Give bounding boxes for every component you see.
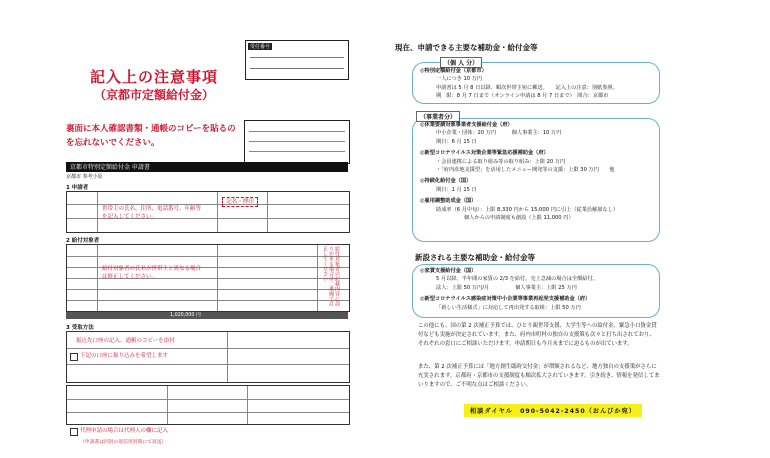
business-item4-line2: 個人からの申請制度も創設（上限 11,000 円） <box>464 215 574 222</box>
section1-instruction: 世帯主の氏名、住所、電話番号、年齢等を記入してください。 <box>102 206 202 220</box>
personal-item1-line3: 期 限：8 月 7 日まで（オンライン申請は 8 月 7 日まで） 問合：京都市 <box>436 93 609 100</box>
business-item2-line1: ・会員連携による取り組み等の取り組み：上限 20 万円 <box>436 158 566 165</box>
business-item4-line1: 助成率（6 月中旬）：上限 8,330 円から 15,000 円に引上（従業員解雇なし） <box>436 206 619 213</box>
section4-instruction: 下記の口座に振り込みを希望します <box>80 353 169 359</box>
stamp-note: 記名・押印 <box>222 197 258 207</box>
personal-item1 <box>420 67 618 101</box>
new-items <box>420 267 598 312</box>
reception-stamp-box <box>245 40 349 80</box>
new-item2-line1: 「新しい生活様式」に対応して再出発する取組：上限 50 万円 <box>436 304 581 311</box>
business-item2-line2: ・「府内産地支援型」を活用したメニュー開発等の支援：上限 30 万円 他 <box>436 167 615 174</box>
application-form-scan <box>60 40 360 450</box>
new-subsidies-heading: 新設される主要な補助金・給付金等 <box>415 253 535 262</box>
form-header-bar <box>66 162 348 172</box>
form-header-row: 京都市 参考小原 <box>66 174 103 180</box>
consultation-phone: 相談ダイヤル 090-5042-2450（おんびか宛） <box>464 404 642 417</box>
new-item2-title: ◎新型コロナウイルス感染症対策中小企業等事業再起発支援補助金（府） <box>420 296 591 303</box>
paragraph-2: また、第 2 次補正予算には「地方創生臨時交付金」が増額されるなど、地方独自の支援策がさらに充実されます。京都府・京都市の支援制度も順次拡大されていきます。引き続き、情報を発信してまいりますので、ご不明な点はご相談ください。 <box>418 364 660 389</box>
form-subtitle: （京都市定額給付金） <box>94 88 215 102</box>
business-item2-title: ◎新型コロナウイルス対策企業等緊急応援補助金（府） <box>420 150 549 157</box>
personal-item1-line1: 一人につき 10 万円 <box>436 76 483 83</box>
business-item1-title: ◎休業要請対象事業者支援給付金（府） <box>420 122 513 128</box>
new-item1-title: ◎家賃支援給付金（国） <box>420 268 477 274</box>
business-item3-title: ◎持続化給付金（国） <box>420 178 472 185</box>
current-subsidies-heading: 現在、申請できる主要な補助金・給付金等 <box>395 43 538 52</box>
business-item3-line1: 期日：1 月 15 日 <box>436 186 477 193</box>
side-correction-note: 給付対象者の記載内容に誤りがある場合は二重線で訂正してください <box>322 246 340 306</box>
business-tag: （事業者分） <box>416 111 460 122</box>
business-item1-line1: 中小企業・団体：20 万円 個人事業主：10 万円 <box>436 130 562 137</box>
proxy-checkbox[interactable] <box>70 428 78 436</box>
section3-title: 3 受取方法 <box>66 325 94 331</box>
total-amount: 1,020,000 円 <box>170 313 201 318</box>
paragraph-1: この他にも、国の第 2 次補正予算では、ひとり親世帯支援、大学生等への給付金、緊急小口資金貸付なども実施が決定されています。また、府内市町村の独自の支援策も次々と打ち出されており、それぞれの窓口にご相談いただけます。申請期日も今月末までに迫るものが出ています。 <box>418 323 657 348</box>
business-item1-line2: 期日：6 月 15 日 <box>436 138 477 145</box>
form-footer-note: （申請書は同封の返信用封筒にて返送） <box>80 440 167 445</box>
section2-instruction: 給付対象者の氏名が世帯主と異なる場合は修正してください。 <box>102 266 202 280</box>
section1-title: 1 申請者 <box>66 185 89 191</box>
account-grid <box>66 385 350 425</box>
section3-instruction: 振込先口座の記入、通帳のコピーを添付 <box>76 338 175 344</box>
personal-item1-line2: 申請書は 5 月 8 日以降、順次世帯主宛に郵送。 記入上の注意：別紙参照。 <box>436 84 618 91</box>
section2-title: 2 給付対象者 <box>66 238 100 244</box>
personal-item1-title: ◎特別定額給付金（京都市） <box>420 68 487 74</box>
business-item4-title: ◎雇用調整助成金（国） <box>420 198 477 205</box>
new-item1-line1: 5 月以降、半年間の家賃の 2/3 を給付。売上急減の場合は全額給付。 <box>436 276 598 283</box>
form-title: 記入上の注意事項 <box>90 68 219 86</box>
section5-instruction: 代理申請の場合は代理人の欄に記入 <box>80 428 169 434</box>
personal-tag: （個 人 分） <box>440 57 482 68</box>
payment-checkbox[interactable] <box>70 353 78 361</box>
stamp-label: 受付番号 <box>250 44 271 50</box>
form-header-text: 京都市特別定額給付金 申請書 <box>70 164 150 171</box>
attachment-notice: 裏面に本人確認書類・通帳のコピーを貼るのを忘れないでください。 <box>66 124 236 148</box>
address-box <box>244 120 350 164</box>
total-bar <box>66 312 348 319</box>
business-items <box>420 121 618 222</box>
new-item1-line2: 法人：上限 50 万円/月 個人事業主：上限 25 万円 <box>436 284 577 291</box>
